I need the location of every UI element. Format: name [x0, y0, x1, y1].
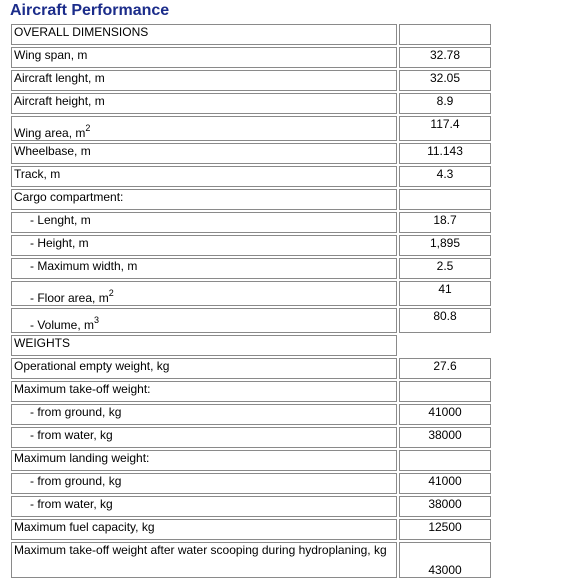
empty-cell: [399, 24, 491, 45]
section-row: [11, 335, 491, 356]
row-label: - Maximum width, m: [11, 258, 397, 279]
table-row: [11, 116, 491, 141]
section-heading: OVERALL DIMENSIONS: [11, 24, 397, 45]
row-label: - from water, kg: [11, 496, 397, 517]
row-label: Operational empty weight, kg: [11, 358, 397, 379]
row-value: 41000: [399, 473, 491, 494]
row-value: 43000: [399, 542, 491, 578]
row-label: Maximum take-off weight after water scooping during hydroplaning, kg: [11, 542, 397, 578]
table-row: [11, 70, 491, 91]
empty-cell: [399, 381, 491, 402]
row-label: - from ground, kg: [11, 404, 397, 425]
section-row: [11, 24, 491, 45]
row-value: 1,895: [399, 235, 491, 256]
row-label: Wheelbase, m: [11, 143, 397, 164]
row-label: [11, 116, 397, 141]
table-row: [11, 258, 491, 279]
row-value: 11.143: [399, 143, 491, 164]
row-value: 38000: [399, 427, 491, 448]
table-row: [11, 235, 491, 256]
row-value: 12500: [399, 519, 491, 540]
table-row: [11, 473, 491, 494]
row-value: 32.05: [399, 70, 491, 91]
unit-superscript: 2: [85, 123, 91, 133]
row-value: 4.3: [399, 166, 491, 187]
row-label: [11, 308, 397, 333]
row-value: 41: [399, 281, 491, 306]
page-title: Aircraft Performance: [10, 2, 170, 19]
row-label: Track, m: [11, 166, 397, 187]
row-value: 38000: [399, 496, 491, 517]
empty-cell: [399, 335, 491, 356]
table-row: [11, 542, 491, 578]
row-value: 8.9: [399, 93, 491, 114]
table-row: [11, 166, 491, 187]
row-label: Wing span, m: [11, 47, 397, 68]
section-row: [11, 189, 491, 210]
row-label: Aircraft lenght, m: [11, 70, 397, 91]
row-label: [11, 281, 397, 306]
row-label: - from water, kg: [11, 427, 397, 448]
empty-cell: [399, 450, 491, 471]
table-row: [11, 404, 491, 425]
row-value: 41000: [399, 404, 491, 425]
performance-table: [9, 22, 493, 580]
table-row: [11, 519, 491, 540]
row-label: Maximum fuel capacity, kg: [11, 519, 397, 540]
table-row: [11, 93, 491, 114]
row-label: Aircraft height, m: [11, 93, 397, 114]
row-label-text: - Floor area, m: [30, 291, 109, 305]
row-value: 32.78: [399, 47, 491, 68]
section-heading: Maximum landing weight:: [11, 450, 397, 471]
row-value: 2.5: [399, 258, 491, 279]
table-row: [11, 143, 491, 164]
row-value: 27.6: [399, 358, 491, 379]
section-heading: Maximum take-off weight:: [11, 381, 397, 402]
row-value: 117.4: [399, 116, 491, 141]
empty-cell: [399, 189, 491, 210]
table-row: [11, 427, 491, 448]
row-label: - from ground, kg: [11, 473, 397, 494]
table-row: [11, 308, 491, 333]
table-row: [11, 496, 491, 517]
row-label-text: - Volume, m: [30, 318, 95, 332]
row-label: - Lenght, m: [11, 212, 397, 233]
table-row: [11, 47, 491, 68]
section-row: [11, 450, 491, 471]
row-label-text: Wing area, m: [14, 126, 86, 140]
unit-superscript: 3: [94, 315, 100, 325]
row-value: 80.8: [399, 308, 491, 333]
table-row: [11, 212, 491, 233]
row-label: - Height, m: [11, 235, 397, 256]
section-row: [11, 381, 491, 402]
table-row: [11, 281, 491, 306]
section-heading: Cargo compartment:: [11, 189, 397, 210]
table-row: [11, 358, 491, 379]
section-heading: WEIGHTS: [11, 335, 397, 356]
unit-superscript: 2: [108, 288, 114, 298]
row-value: 18.7: [399, 212, 491, 233]
